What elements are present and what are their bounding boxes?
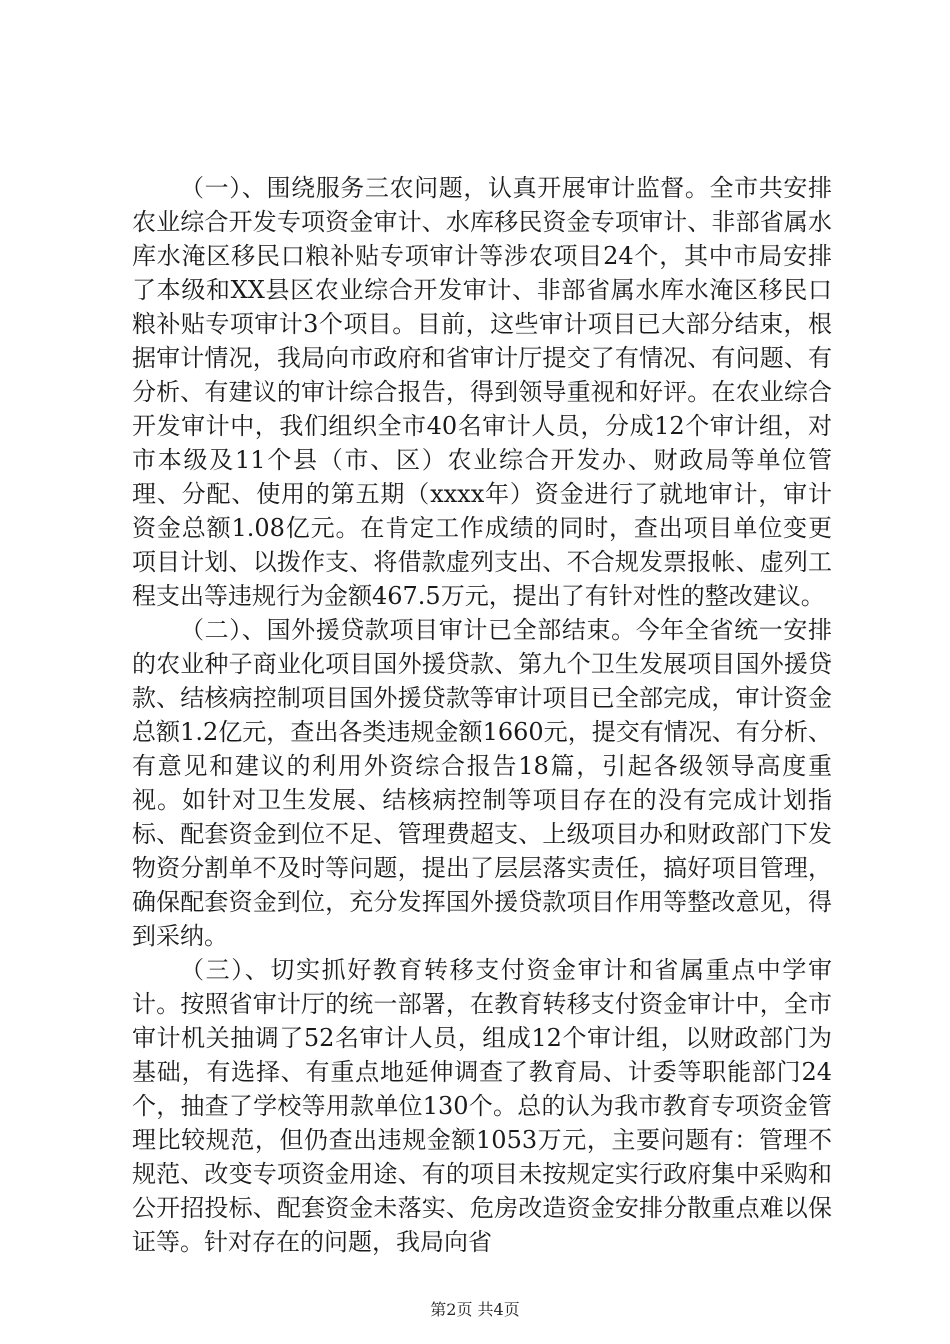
document-body [132, 171, 832, 1259]
paragraph-2: （二）、国外援贷款项目审计已全部结束。今年全省统一安排的农业种子商业化项目国外援贷款、第九个卫生发展项目国外援贷款、结核病控制项目国外援贷款等审计项目已全部完成，审计资金总额1.2亿元，查出各类违规金额1660元，提交有情况、有分析、有意见和建议的利用外资综合报告18篇，引起各级领导高度重视。如针对卫生发展、结核病控制等项目存在的没有完成计划指标、配套资金到位不足、管理费超支、上级项目办和财政部门下发物资分割单不及时等问题，提出了层层落实责任，搞好项目管理，确保配套资金到位，充分发挥国外援贷款项目作用等整改意见，得到采纳。 [132, 616, 832, 950]
paragraph-3: （三）、切实抓好教育转移支付资金审计和省属重点中学审计。按照省审计厅的统一部署，在教育转移支付资金审计中，全市审计机关抽调了52名审计人员，组成12个审计组，以财政部门为基础，有选择、有重点地延伸调查了教育局、计委等职能部门24个，抽查了学校等用款单位130个。总的认为我市教育专项资金管理比较规范，但仍查出违规金额1053万元，主要问题有：管理不规范、改变专项资金用途、有的项目未按规定实行政府集中采购和公开招投标、配套资金未落实、危房改造资金安排分散重点难以保证等。针对存在的问题，我局向省 [132, 956, 832, 1256]
paragraph-1: （一）、围绕服务三农问题，认真开展审计监督。全市共安排农业综合开发专项资金审计、水库移民资金专项审计、非部省属水库水淹区移民口粮补贴专项审计等涉农项目24个，其中市局安排了本级和XX县区农业综合开发审计、非部省属水库水淹区移民口粮补贴专项审计3个项目。目前，这些审计项目已大部分结束，根据审计情况，我局向市政府和省审计厅提交了有情况、有问题、有分析、有建议的审计综合报告，得到领导重视和好评。在农业综合开发审计中，我们组织全市40名审计人员，分成12个审计组，对市本级及11个县（市、区）农业综合开发办、财政局等单位管理、分配、使用的第五期（xxxx年）资金进行了就地审计，审计资金总额1.08亿元。在肯定工作成绩的同时，查出项目单位变更项目计划、以拨作支、将借款虚列支出、不合规发票报帐、虚列工程支出等违规行为金额467.5万元，提出了有针对性的整改建议。 [132, 174, 832, 610]
page-footer: 第2页 共4页 [430, 1300, 520, 1319]
